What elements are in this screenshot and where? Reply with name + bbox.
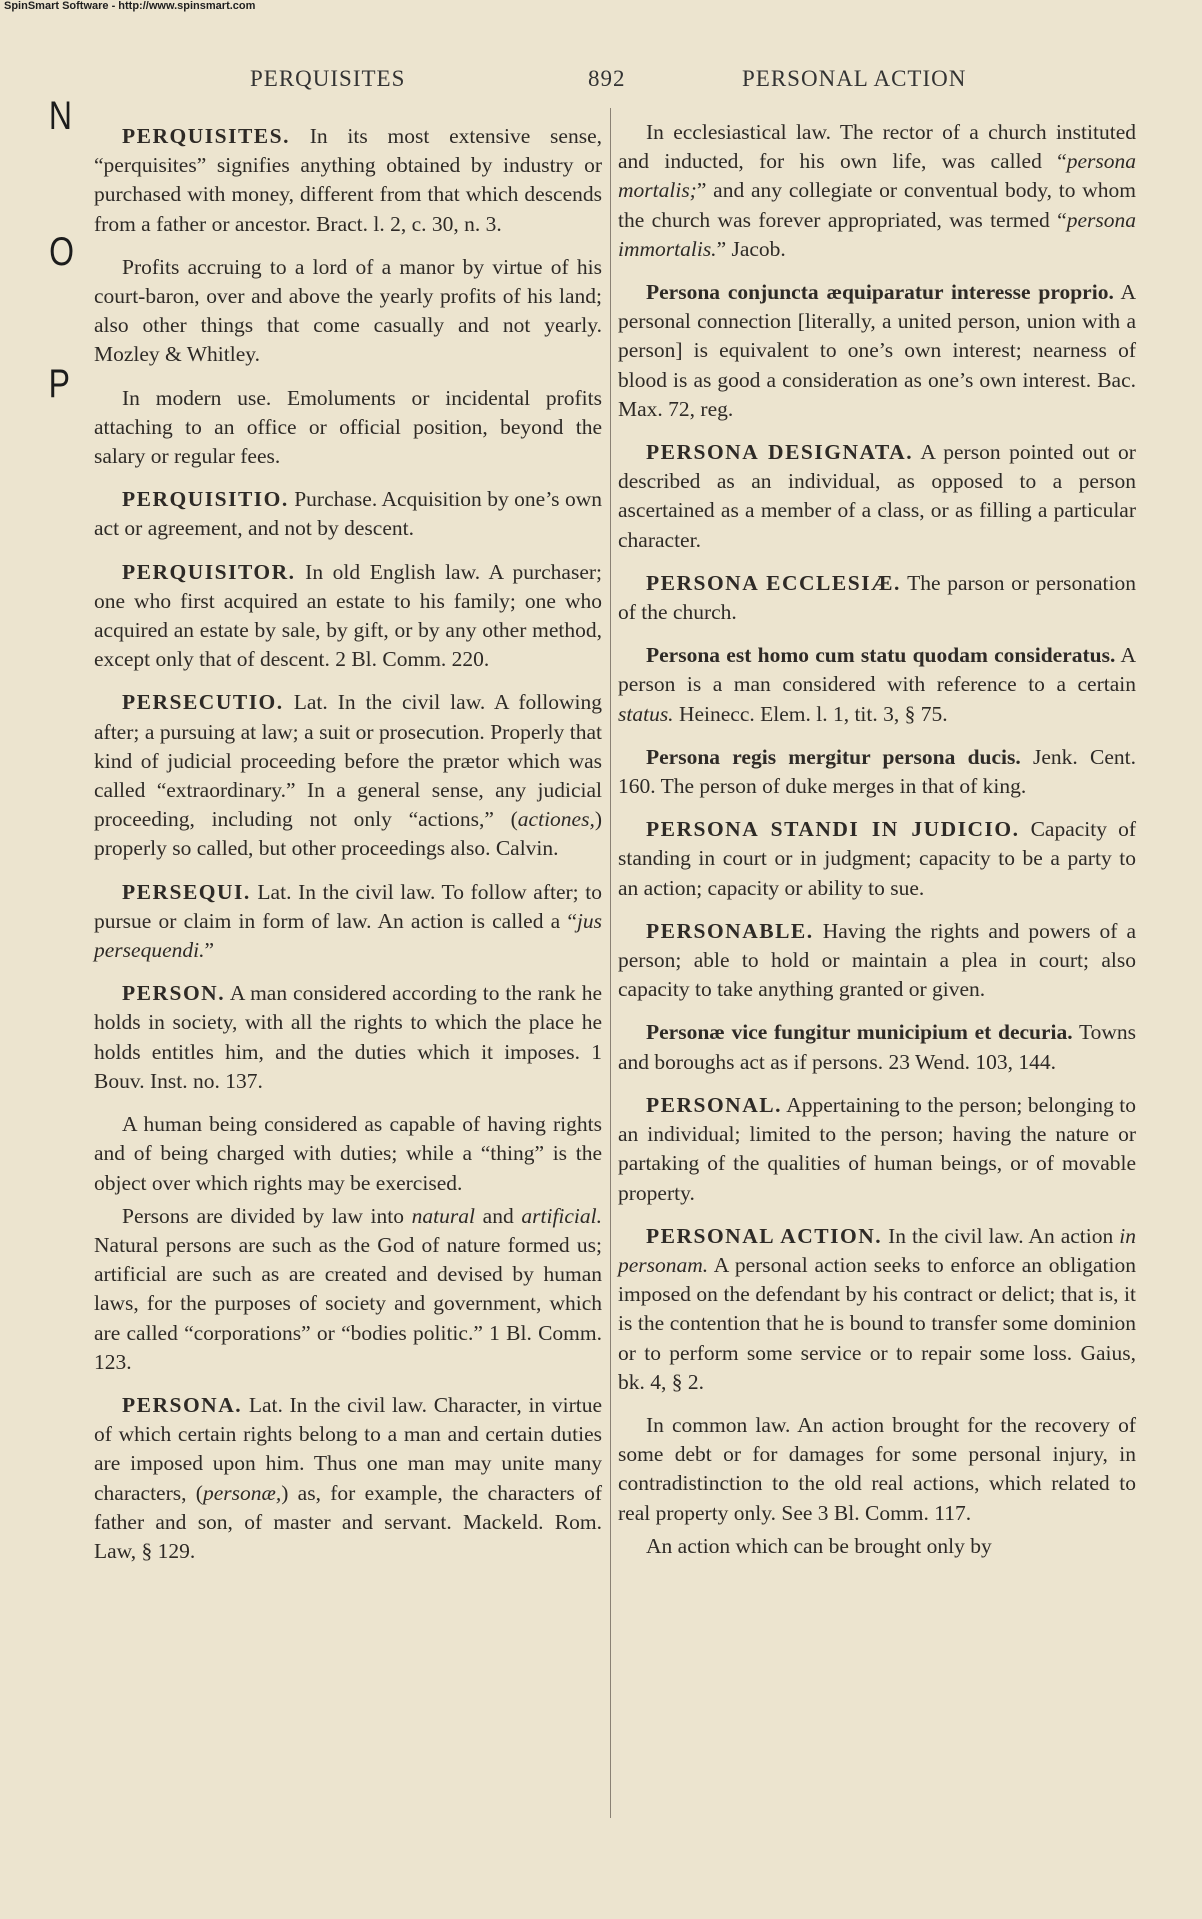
entry-italic: jus persequendi. <box>94 908 602 963</box>
right-column <box>618 118 1136 1575</box>
entry-term: PERQUISITOR. <box>122 559 296 584</box>
entry-definition: Purchase. Acquisition by one’s own act or agreement, and not by descent. <box>94 487 603 541</box>
entry-text: and <box>474 1203 522 1228</box>
left-column <box>94 122 602 1580</box>
entry-definition: Heinecc. Elem. l. 1, tit. 3, § 75. <box>673 701 948 726</box>
entry-persona-standi <box>618 815 1136 903</box>
entry-definition: ) properly so called, but other proceedings also. Calvin. <box>94 807 602 861</box>
entry-term: PERQUISITIO. <box>122 487 289 512</box>
entry-definition: Lat. In the civil law. A following after; a pursuing at law; a suit or prosecution. Properly that kind of judicial proceeding before the prætor which was called “extraordinary.” In a general sense, any judicial proceeding, including not only “actions,” ( <box>94 690 603 832</box>
entry-paragraph: In common law. An action brought for the recovery of some debt or for damages for some personal injury, in contradistinction to the old real actions, which related to real property only. See 3 Bl. Comm. 117. <box>618 1412 1136 1525</box>
entry-definition: In its most extensive sense, “perquisites” signifies anything obtained by industry or purchased with money, different from that which descends from a father or ancestor. Bract. l. 2, c. 30, n. 3. <box>94 124 602 236</box>
entry-persona-est-homo <box>618 641 1136 729</box>
entry-persona-conjuncta <box>618 278 1136 424</box>
entry-term: PERSONA STANDI IN JUDICIO. <box>646 817 1020 842</box>
entry-maxim: Persona regis mergitur persona ducis. <box>646 744 1021 769</box>
entry-personal <box>618 1091 1136 1208</box>
entry-italic: status. <box>618 701 674 726</box>
entry-term: PERSONA DESIGNATA. <box>646 440 914 465</box>
entry-term: PERSEQUI. <box>122 879 251 904</box>
entry-definition: The parson or personation of the church. <box>618 570 1136 625</box>
entry-italic: persona immortalis. <box>618 207 1136 261</box>
entry-persona-ecclesiae <box>618 569 1136 627</box>
entry-paragraph: A human being considered as capable of having rights and of being charged with duties; while a “thing” is the object over which rights may be exercised. <box>94 1112 602 1195</box>
entry-term: PERSECUTIO. <box>122 690 284 715</box>
entry-persequi <box>94 878 602 966</box>
entry-definition: A man considered according to the rank he holds in society, with all the rights to which the place he holds entitles him, and the duties which it imposes. 1 Bouv. Inst. no. 137. <box>94 981 602 1093</box>
entry-definition: ) as, for example, the characters of father and son, of master and servant. Mackeld. Rom. Law, § 129. <box>94 1480 602 1563</box>
entry-definition: Appertaining to the person; belonging to an individual; limited to the person; having the nature or partaking of the qualities of human beings, or of movable property. <box>618 1092 1136 1205</box>
entry-persona-designata <box>618 438 1136 555</box>
entry-text: Natural persons are such as the God of nature formed us; artificial are such as are created and devised by human laws, for the purposes of society and government, which are called “corporations” or “bodies politic.” 1 Bl. Comm. 123. <box>94 1232 602 1374</box>
entry-definition: In the civil law. An action <box>888 1223 1120 1248</box>
entry-italic: personæ, <box>202 1480 282 1505</box>
entry-text: ” Jacob. <box>716 236 786 261</box>
entry-paragraph: In modern use. Emoluments or incidental profits attaching to an office or official position, beyond the salary or regular fees. <box>94 385 602 469</box>
entry-maxim: Persona est homo cum statu quodam consideratus. <box>646 643 1116 668</box>
entry-definition: A person is a man considered with reference to a certain <box>618 643 1136 697</box>
entry-italic: in personam. <box>618 1223 1136 1277</box>
entry-persecutio <box>94 688 602 863</box>
entry-term: PERSON. <box>122 981 226 1006</box>
entry-definition: Lat. In the civil law. Character, in virtue of which certain rights belong to a man and certain duties are imposed upon him. Thus one man may unite many characters, ( <box>94 1392 603 1505</box>
page-header <box>0 66 1202 96</box>
entry-persona <box>94 1391 602 1566</box>
entry-definition: A person pointed out or described as an individual, as opposed to a person ascertained as a member of a class, or as filling a particular character. <box>618 440 1136 552</box>
entry-paragraph: An action which can be brought only by <box>646 1533 992 1558</box>
entry-perquisitio <box>94 485 602 543</box>
page-number: 892 <box>588 66 626 91</box>
entry-definition: ” <box>204 938 215 963</box>
entry-persona-regis <box>618 743 1136 801</box>
entry-personal-action <box>618 1222 1136 1397</box>
entry-text: ” and any collegiate or conventual body, to whom the church was forever appropriated, was termed “ <box>618 178 1136 232</box>
entry-maxim: Persona conjuncta æquiparatur interesse proprio. <box>646 280 1114 305</box>
entry-definition: Having the rights and powers of a person; able to hold or maintain a plea in court; also capacity to take anything granted or given. <box>618 918 1137 1002</box>
entry-paragraph <box>94 1202 602 1377</box>
entry-perquisites <box>94 122 602 239</box>
thumb-index-o: O <box>49 230 75 274</box>
column-divider <box>610 108 611 1818</box>
entry-person <box>94 979 602 1096</box>
entry-italic: actiones, <box>517 807 595 832</box>
thumb-index-n: N <box>48 94 73 138</box>
entry-italic: persona mortalis; <box>618 149 1136 203</box>
entry-perquisitor <box>94 558 602 675</box>
entry-definition: Towns and boroughs act as if persons. 23 Wend. 103, 144. <box>618 1020 1136 1074</box>
thumb-index-p: P <box>48 362 71 406</box>
running-head-right: PERSONAL ACTION <box>742 66 967 91</box>
entry-ecclesiastical <box>618 118 1136 264</box>
entry-paragraph: Profits accruing to a lord of a manor by virtue of his court-baron, over and above the yearly profits of his land; also other things that come casually and not yearly. Mozley & Whitley. <box>94 254 602 367</box>
entry-term: PERSONA ECCLESIÆ. <box>646 570 901 595</box>
entry-term: PERQUISITES. <box>122 124 290 148</box>
entry-term: PERSONA. <box>122 1392 243 1417</box>
entry-text: Persons are divided by law into <box>122 1203 412 1228</box>
entry-text: In ecclesiastical law. The rector of a church instituted and inducted, for his own life, was called “ <box>618 120 1136 174</box>
entry-personable <box>618 917 1136 1005</box>
entry-term: PERSONABLE. <box>646 918 814 943</box>
entry-definition: Capacity of standing in court or in judgment; capacity to be a party to an action; capacity or ability to sue. <box>618 817 1136 900</box>
entry-personae-vice <box>618 1018 1136 1076</box>
entry-definition: Jenk. Cent. 160. The person of duke merges in that of king. <box>618 744 1136 799</box>
entry-definition: Lat. In the civil law. To follow after; to pursue or claim in form of law. An action is called a “ <box>94 879 603 933</box>
entry-italic: natural <box>411 1203 475 1228</box>
entry-term: PERSONAL ACTION. <box>646 1223 883 1248</box>
watermark: SpinSmart Software - http://www.spinsmart.com <box>4 0 256 12</box>
entry-definition: A personal connection [literally, a united person, union with a person] is equivalent to one’s own interest; nearness of blood is as good a consideration as one’s own interest. Bac. Max. 72, reg. <box>618 280 1136 421</box>
entry-definition: In old English law. A purchaser; one who first acquired an estate to his family; one who acquired an estate by sale, by gift, or by any other method, except only that of descent. 2 Bl. Comm. 220. <box>94 559 603 672</box>
running-head-left: PERQUISITES <box>250 66 406 91</box>
entry-italic: artificial. <box>521 1203 602 1228</box>
entry-maxim: Personæ vice fungitur municipium et decuria. <box>646 1020 1073 1045</box>
entry-definition: A personal action seeks to enforce an obligation imposed on the defendant by his contract or delict; that is, it is the contention that he is bound to transfer some dominion or to perform some service or to repair some loss. Gaius, bk. 4, § 2. <box>618 1252 1136 1394</box>
entry-term: PERSONAL. <box>646 1092 782 1117</box>
